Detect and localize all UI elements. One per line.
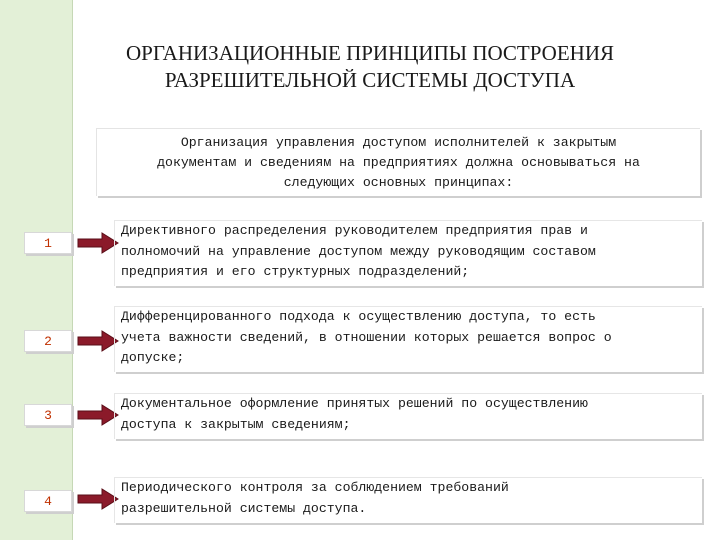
principle-4-line-2: разрешительной системы доступа.: [121, 500, 367, 516]
principle-number-3: 3: [24, 404, 72, 426]
intro-box: [96, 128, 700, 196]
principle-3-line-2: доступа к закрытым сведениям;: [121, 416, 351, 432]
principle-box-4: [114, 477, 702, 523]
principle-number-4: 4: [24, 490, 72, 512]
title-line-2: РАЗРЕШИТЕЛЬНОЙ СИСТЕМЫ ДОСТУПА: [164, 68, 576, 92]
intro-line-1: Организация управления доступом исполнителей к закрытым: [180, 135, 617, 150]
intro-line-3: следующих основных принципах:: [283, 175, 514, 190]
left-decorative-bar: [0, 0, 73, 540]
intro-line-2: документам и сведениям на предприятиях должна основываться на: [157, 155, 640, 170]
principle-number-1: 1: [24, 232, 72, 254]
title-line-1: ОРГАНИЗАЦИОННЫЕ ПРИНЦИПЫ ПОСТРОЕНИЯ: [125, 41, 615, 65]
principle-2-line-3: допуске;: [121, 350, 185, 365]
principle-1-line-2: полномочий на управление доступом между руководящим составом: [121, 243, 596, 259]
principle-box-3: [114, 393, 702, 439]
page-title: [80, 40, 660, 94]
principle-2-line-2: учета важности сведений, в отношении которых решается вопрос о: [121, 329, 612, 345]
principle-box-1: [114, 220, 702, 286]
principle-number-2: 2: [24, 330, 72, 352]
principle-2-line-1: Дифференцированного подхода к осуществлению доступа, то есть: [121, 309, 596, 324]
principle-box-2: [114, 306, 702, 372]
principle-4-line-1: Периодического контроля за соблюдением требований: [121, 480, 509, 495]
principle-3-line-1: Документальное оформление принятых решений по осуществлению: [121, 396, 588, 411]
principle-1-line-3: предприятия и его структурных подразделений;: [121, 264, 470, 279]
principle-1-line-1: Директивного распределения руководителем предприятия прав и: [121, 223, 588, 238]
